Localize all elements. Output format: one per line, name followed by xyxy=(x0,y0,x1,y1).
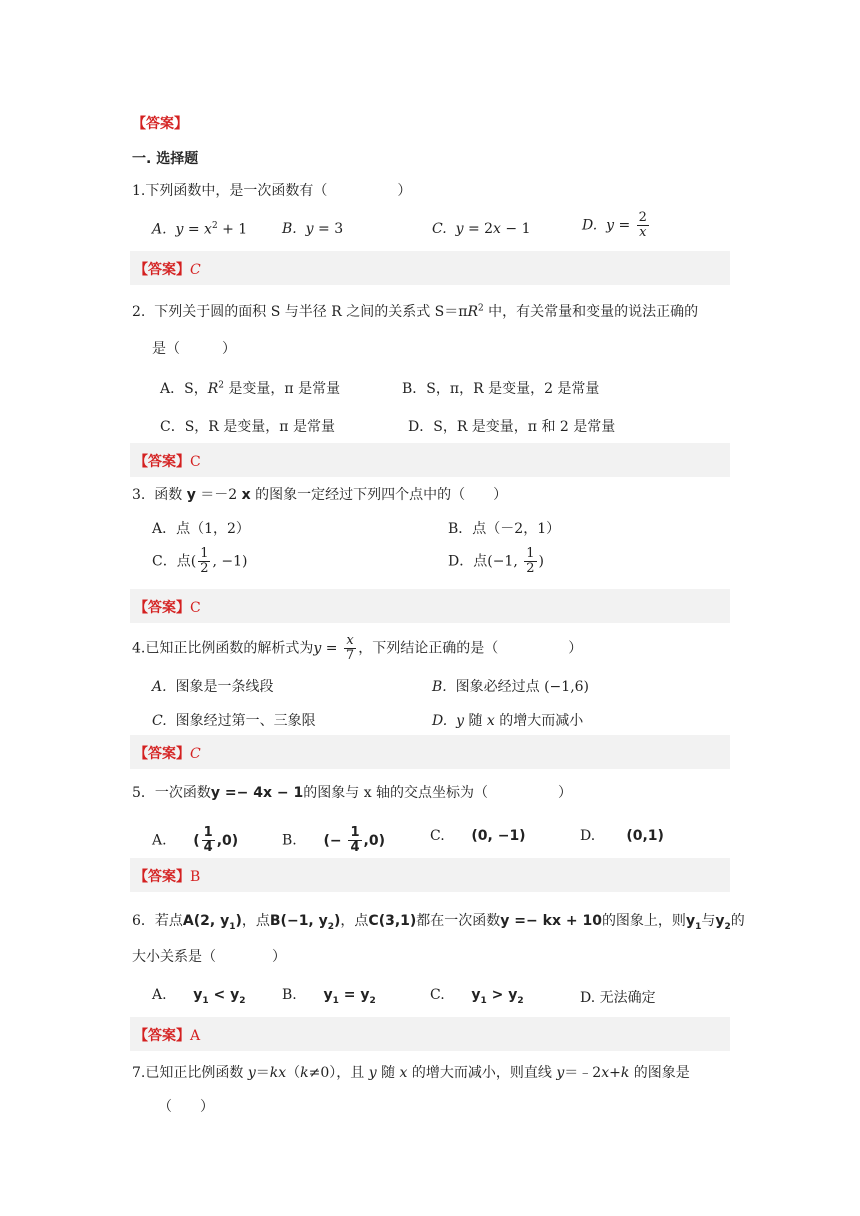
q2-option-a: A．S，$R^2$ 是变量，π 是常量 xyxy=(160,380,341,397)
q5-option-b: B. (− $\frac{1}{4}$ ,0) xyxy=(282,825,385,855)
q1-option-d: D. y = $\frac{2}{x}$ xyxy=(582,210,647,240)
question-2-stem: 2. 下列关于圆的面积 S 与半径 R 之间的关系式 $S=\pi R^2$ 中，有关常量和变量的说法正确的 xyxy=(132,303,699,320)
q3-option-d: D．点(−1, $\frac{1}{2}$ ) xyxy=(448,546,544,576)
q5-answer-bar: 【答案】B xyxy=(130,858,730,892)
question-7-stem-cont: （ ） xyxy=(158,1099,214,1115)
q3-option-b: B．点（－2，1） xyxy=(448,521,561,537)
q2-answer-bar: 【答案】C xyxy=(130,443,730,477)
q4-option-b: B. 图象必经过点 (−1,6) xyxy=(432,679,590,695)
q3-option-a: A．点（1，2） xyxy=(152,521,250,537)
question-5-stem: 5．一次函数y =− 4x − 1的图象与 x 轴的交点坐标为（ ） xyxy=(132,785,573,801)
q5-option-d: D. (0,1) xyxy=(580,828,664,844)
q1-option-b: B. y = 3 xyxy=(282,221,344,237)
q3-answer-bar: 【答案】C xyxy=(130,589,730,623)
q1-option-a: A. $y = x^2 + 1$ xyxy=(152,221,248,238)
q5-option-c: C. (0, −1) xyxy=(430,828,526,844)
section-title: 一. 选择题 xyxy=(132,151,199,167)
question-1-stem: 1.下列函数中，是一次函数有（ ） xyxy=(132,183,412,199)
q1-answer-bar: 【答案】C xyxy=(130,251,730,285)
q6-option-b: B. $y_1 = y_2$ xyxy=(282,987,376,1006)
q6-option-d: D. 无法确定 xyxy=(580,990,656,1006)
q6-answer-bar: 【答案】A xyxy=(130,1017,730,1051)
q4-option-d: D. y 随 x 的增大而减小 xyxy=(432,713,584,729)
q4-option-c: C. 图象经过第一、三象限 xyxy=(152,713,316,729)
question-4-stem: 4.已知正比例函数的解析式为y = $\frac{x}{7}$ ，下列结论正确的是（ ） xyxy=(132,633,583,663)
q2-option-c: C．S，R 是变量，π 是常量 xyxy=(160,419,335,435)
question-3-stem: 3. 函数 y ＝－2 x 的图象一定经过下列四个点中的（ ） xyxy=(132,487,508,503)
q6-option-c: C. $y_1 > y_2$ xyxy=(430,987,524,1006)
answer-heading: 【答案】 xyxy=(132,116,188,132)
q3-option-c: C．点( $\frac{1}{2}$ , −1) xyxy=(152,546,248,576)
question-2-stem-cont: 是（ ） xyxy=(152,341,236,357)
question-6-stem: 6．若点A(2, $y_1$)，点B(−1, $y_2$)，点C(3,1)都在一次函数y =− kx + 10的图象上，则$y_1$与$y_2$的 xyxy=(132,913,745,932)
q2-option-d: D．S，R 是变量，π 和 2 是常量 xyxy=(408,419,616,435)
q6-option-a: A. $y_1 < y_2$ xyxy=(152,987,246,1006)
q4-option-a: A. 图象是一条线段 xyxy=(152,679,274,695)
question-6-stem-cont: 大小关系是（ ） xyxy=(132,949,286,965)
question-7-stem: 7.已知正比例函数 y＝kx（k≠0），且 y 随 x 的增大而减小，则直线 y＝﹣2x+k 的图象是 xyxy=(132,1065,690,1081)
q2-option-b: B．S，π，R 是变量，2 是常量 xyxy=(402,381,600,397)
q4-answer-bar: 【答案】C xyxy=(130,735,730,769)
q1-option-c: C. y = 2x − 1 xyxy=(432,221,531,237)
q5-option-a: A. ( $\frac{1}{4}$ ,0) xyxy=(152,825,239,855)
